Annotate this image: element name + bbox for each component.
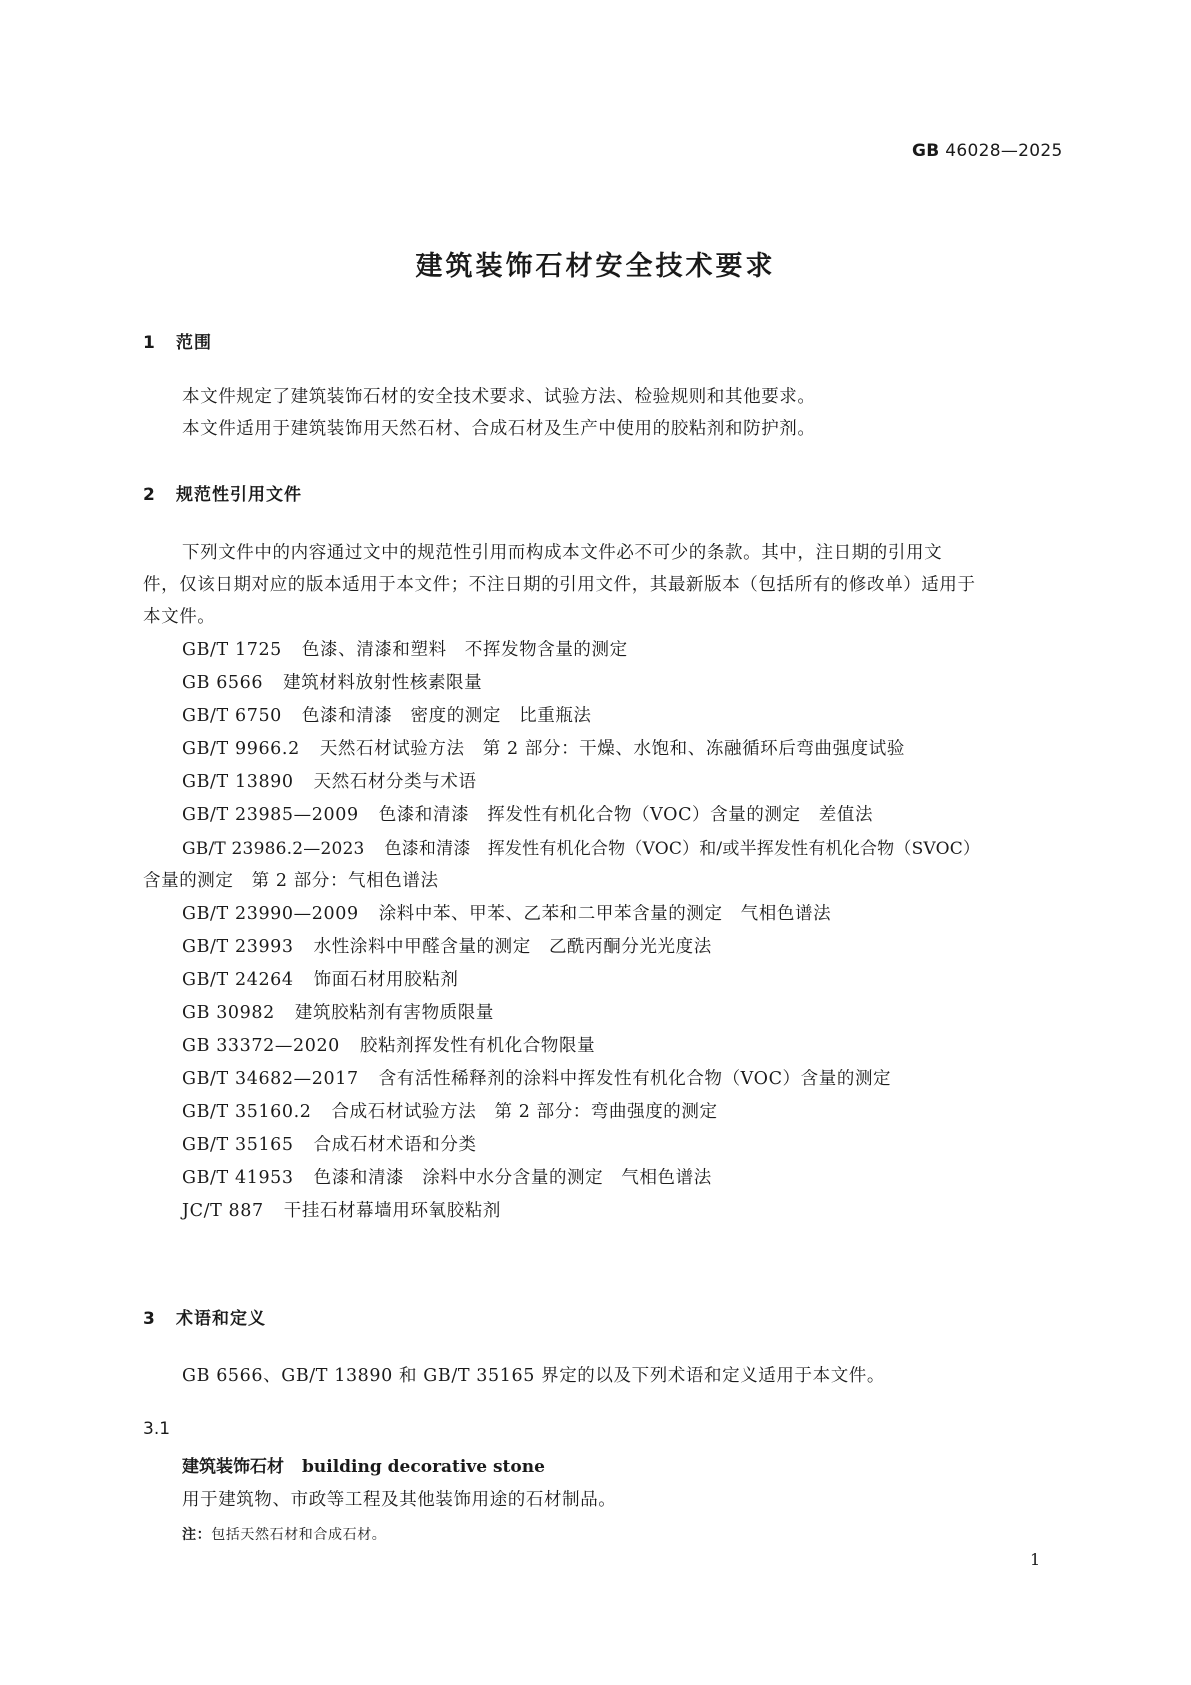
section-1-heading [143, 328, 212, 353]
intro-line: 本文件。 [143, 607, 216, 627]
reference-title: 色漆和清漆 涂料中水分含量的测定 气相色谱法 [313, 1168, 712, 1188]
reference-title: 胶粘剂挥发性有机化合物限量 [359, 1036, 596, 1056]
term-definition: 用于建筑物、市政等工程及其他装饰用途的石材制品。 [182, 1490, 617, 1510]
reference-code: GB/T 6750 [182, 706, 282, 726]
reference-item [182, 933, 712, 958]
reference-title: 合成石材试验方法 第 2 部分：弯曲强度的测定 [331, 1102, 718, 1122]
reference-code: GB/T 23986.2—2023 [182, 839, 365, 859]
reference-title: 色漆、清漆和塑料 不挥发物含量的测定 [301, 640, 628, 660]
term-english: building decorative stone [302, 1457, 545, 1477]
reference-item [182, 1131, 477, 1156]
reference-item [182, 636, 628, 661]
term-entry [182, 1452, 545, 1477]
term-chinese: 建筑装饰石材 [182, 1457, 284, 1477]
paragraph: 本文件规定了建筑装饰石材的安全技术要求、试验方法、检验规则和其他要求。 [182, 387, 816, 407]
reference-code: GB/T 9966.2 [182, 739, 300, 759]
reference-code: GB/T 35165 [182, 1135, 294, 1155]
reference-item [182, 702, 592, 727]
term-number: 3.1 [143, 1419, 171, 1439]
standard-prefix: GB [912, 141, 940, 161]
reference-code: GB/T 34682—2017 [182, 1069, 359, 1089]
reference-code: GB 30982 [182, 1003, 275, 1023]
reference-title: 水性涂料中甲醛含量的测定 乙酰丙酮分光光度法 [313, 937, 712, 957]
reference-title: 建筑材料放射性核素限量 [283, 673, 483, 693]
note-label: 注： [182, 1527, 212, 1543]
reference-code: GB/T 23990—2009 [182, 904, 359, 924]
reference-item [182, 1098, 718, 1123]
reference-code: JC/T 887 [182, 1201, 264, 1221]
section-number: 3 [143, 1309, 156, 1329]
reference-code: GB/T 23993 [182, 937, 294, 957]
reference-title: 涂料中苯、甲苯、乙苯和二甲苯含量的测定 气相色谱法 [378, 904, 832, 924]
reference-item [182, 768, 477, 793]
reference-code: GB 33372—2020 [182, 1036, 340, 1056]
intro-line: 件，仅该日期对应的版本适用于本文件；不注日期的引用文件，其最新版本（包括所有的修改单）适用于 [143, 575, 976, 595]
standard-number: 46028—2025 [945, 141, 1063, 161]
reference-title: 天然石材试验方法 第 2 部分：干燥、水饱和、冻融循环后弯曲强度试验 [319, 739, 905, 759]
standard-code [912, 141, 1063, 161]
reference-item [182, 834, 980, 859]
reference-continuation: 含量的测定 第 2 部分：气相色谱法 [143, 871, 439, 891]
reference-code: GB 6566 [182, 673, 264, 693]
reference-item [182, 1065, 891, 1090]
reference-item [182, 1164, 712, 1189]
reference-title: 色漆和清漆 挥发性有机化合物（VOC）含量的测定 差值法 [378, 805, 874, 825]
paragraph: 本文件适用于建筑装饰用天然石材、合成石材及生产中使用的胶粘剂和防护剂。 [182, 419, 816, 439]
reference-title: 合成石材术语和分类 [313, 1135, 477, 1155]
reference-code: GB/T 13890 [182, 772, 294, 792]
reference-item [182, 735, 905, 760]
reference-code: GB/T 23985—2009 [182, 805, 359, 825]
page-number: 1 [1030, 1550, 1041, 1569]
document-title: 建筑装饰石材安全技术要求 [415, 251, 776, 282]
reference-item [182, 669, 482, 694]
section-number: 2 [143, 485, 156, 505]
reference-item [182, 1197, 501, 1222]
section-title: 规范性引用文件 [176, 485, 302, 505]
reference-title: 色漆和清漆 挥发性有机化合物（VOC）和/或半挥发性有机化合物（SVOC） [384, 839, 981, 859]
reference-code: GB/T 24264 [182, 970, 294, 990]
reference-title: 含有活性稀释剂的涂料中挥发性有机化合物（VOC）含量的测定 [378, 1069, 892, 1089]
section-title: 范围 [176, 333, 212, 353]
intro-line: 下列文件中的内容通过文中的规范性引用而构成本文件必不可少的条款。其中，注日期的引用文 [182, 543, 943, 563]
reference-item [182, 1032, 595, 1057]
reference-code: GB/T 35160.2 [182, 1102, 312, 1122]
reference-title: 天然石材分类与术语 [313, 772, 477, 792]
section-3-heading [143, 1304, 266, 1329]
term-note [182, 1524, 386, 1544]
reference-title: 饰面石材用胶粘剂 [313, 970, 459, 990]
section-2-heading [143, 480, 302, 505]
reference-code: GB/T 41953 [182, 1168, 294, 1188]
reference-title: 色漆和清漆 密度的测定 比重瓶法 [301, 706, 592, 726]
reference-item [182, 900, 831, 925]
reference-item [182, 966, 458, 991]
note-text: 包括天然石材和合成石材。 [211, 1527, 387, 1543]
section-title: 术语和定义 [176, 1309, 266, 1329]
reference-title: 干挂石材幕墙用环氧胶粘剂 [283, 1201, 501, 1221]
section-3-intro: GB 6566、GB/T 13890 和 GB/T 35165 界定的以及下列术语和定义适用于本文件。 [182, 1366, 886, 1386]
reference-item [182, 999, 494, 1024]
reference-item [182, 801, 873, 826]
reference-title: 建筑胶粘剂有害物质限量 [294, 1003, 494, 1023]
section-number: 1 [143, 333, 156, 353]
reference-code: GB/T 1725 [182, 640, 282, 660]
